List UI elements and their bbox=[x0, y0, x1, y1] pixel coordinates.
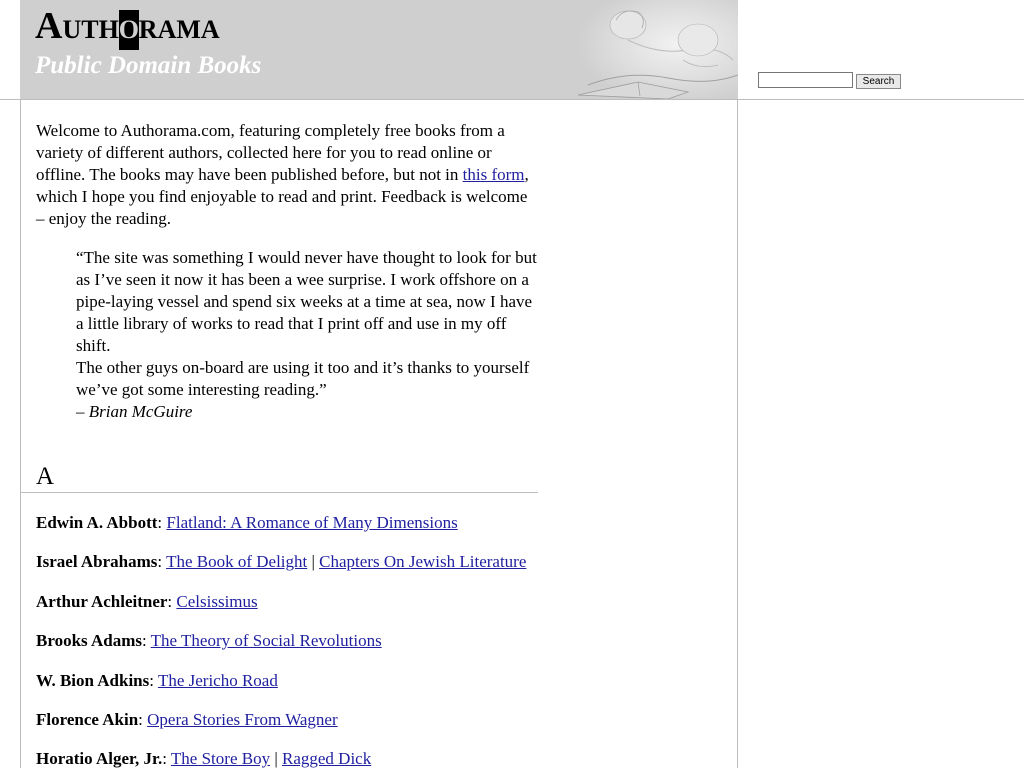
main-content bbox=[36, 120, 538, 423]
author-name: Florence Akin bbox=[36, 709, 139, 729]
colon-separator: : bbox=[167, 591, 173, 611]
pipe-separator: | bbox=[311, 552, 315, 572]
search-button[interactable]: Search bbox=[856, 74, 901, 89]
logo-inverted-letter: O bbox=[119, 10, 139, 50]
author-row bbox=[36, 748, 556, 768]
colon-separator: : bbox=[157, 552, 163, 572]
author-name: Edwin A. Abbott bbox=[36, 513, 158, 532]
book-link[interactable]: Celsissimus bbox=[176, 591, 258, 611]
book-link[interactable]: The Store Boy bbox=[170, 749, 271, 768]
intro-paragraph bbox=[36, 120, 538, 230]
author-list bbox=[36, 512, 556, 768]
masthead bbox=[20, 0, 738, 99]
section-heading-letter: A bbox=[36, 463, 55, 490]
book-link[interactable]: Opera Stories From Wagner bbox=[147, 709, 338, 729]
author-row bbox=[36, 551, 556, 590]
colon-separator: : bbox=[141, 631, 147, 651]
author-name: W. Bion Adkins bbox=[36, 670, 150, 690]
author-name: Brooks Adams bbox=[36, 631, 142, 651]
colon-separator: : bbox=[149, 670, 154, 690]
section-divider bbox=[20, 492, 538, 493]
masthead-illustration bbox=[568, 0, 738, 99]
author-row bbox=[36, 630, 556, 669]
testimonial-paragraph-1: “The site was something I would never have thought to look for but as I’ve seen it now it has been a wee surprise. I work offshore on a pipe-laying vessel and spend six weeks at a time at sea, now I have a little library of works to read that I print off and use in my off shift. bbox=[76, 248, 537, 355]
testimonial-attribution bbox=[76, 401, 538, 423]
book-link[interactable]: Chapters On Jewish Literature bbox=[319, 552, 527, 572]
book-link[interactable]: The Theory of Social Revolutions bbox=[150, 631, 382, 651]
attribution-dash: – bbox=[76, 402, 89, 421]
book-link[interactable]: Flatland: A Romance of Many Dimensions bbox=[166, 513, 458, 532]
intro-text-start: Welcome to Authorama.com, featuring completely free books from a variety of different authors, collected here for you to read online or offline. The books may have been published before, but not in bbox=[36, 121, 505, 184]
pipe-separator: | bbox=[274, 749, 278, 768]
author-row bbox=[36, 512, 556, 551]
site-tagline: Public Domain Books bbox=[35, 52, 262, 79]
author-name: Horatio Alger, Jr. bbox=[36, 749, 163, 768]
logo-text-part1: UTH bbox=[62, 15, 119, 44]
search-input[interactable] bbox=[758, 72, 853, 88]
site-logo[interactable] bbox=[35, 4, 220, 56]
logo-text-part2: RAMA bbox=[138, 15, 220, 44]
colon-separator: : bbox=[162, 749, 167, 768]
author-name: Arthur Achleitner bbox=[36, 591, 168, 611]
colon-separator: : bbox=[138, 709, 143, 729]
colon-separator: : bbox=[157, 513, 163, 532]
attribution-name: Brian McGuire bbox=[88, 402, 193, 421]
book-link[interactable]: The Jericho Road bbox=[157, 670, 278, 690]
logo-initial: A bbox=[35, 5, 63, 47]
book-link[interactable]: Ragged Dick bbox=[281, 749, 372, 768]
author-row bbox=[36, 709, 556, 748]
author-row bbox=[36, 591, 556, 630]
book-link[interactable]: The Book of Delight bbox=[166, 552, 308, 572]
search-form bbox=[758, 72, 908, 90]
author-name: Israel Abrahams bbox=[36, 552, 158, 572]
author-row bbox=[36, 670, 556, 709]
testimonial-quote bbox=[76, 247, 538, 423]
this-form-link[interactable]: this form bbox=[462, 165, 525, 184]
intro-text-end: , which I hope you find enjoyable to read and print. Feedback is welcome – enjoy the reading. bbox=[36, 165, 529, 228]
testimonial-paragraph-2: The other guys on-board are using it too and it’s thanks to yourself we’ve got some interesting reading.” bbox=[76, 358, 530, 399]
